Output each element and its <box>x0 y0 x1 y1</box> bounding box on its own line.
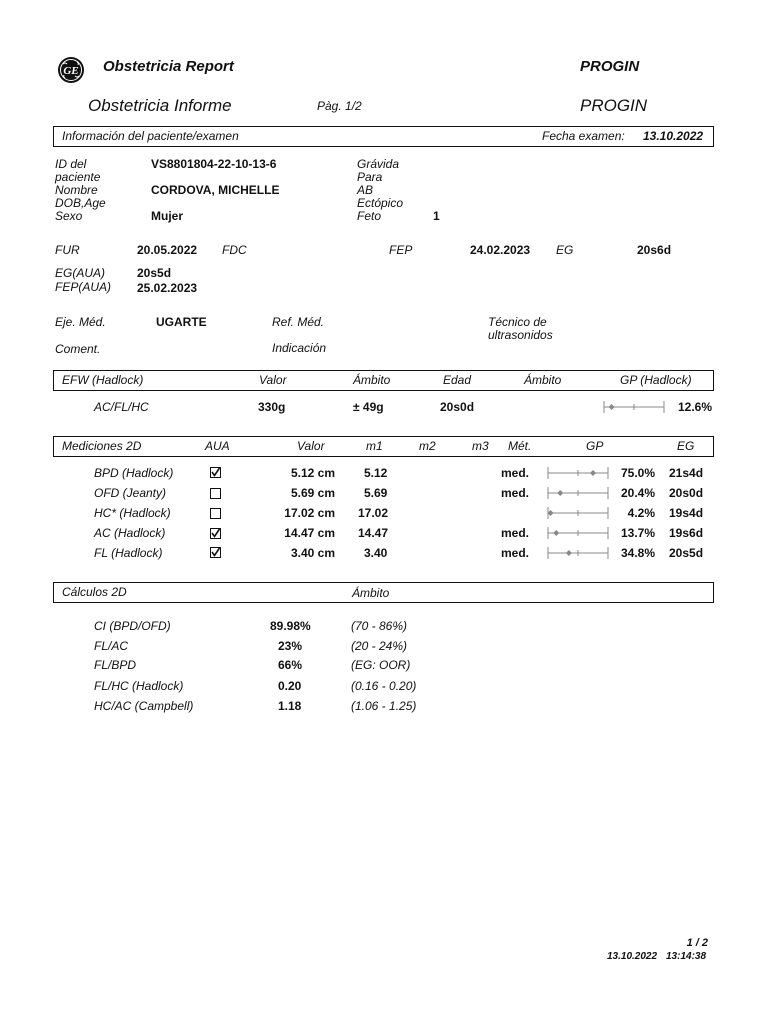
ref-label: Ref. Méd. <box>272 315 325 329</box>
gp-marker <box>557 490 563 496</box>
med-row-valor: 3.40 cm <box>290 546 335 560</box>
calc-row-range: (1.06 - 1.25) <box>351 699 417 713</box>
calc-row-value: 23% <box>278 639 303 653</box>
med-row-eg: 20s0d <box>669 486 704 500</box>
eg-label: EG <box>556 243 574 257</box>
fep-label: FEP <box>389 243 413 257</box>
gp-scale <box>546 545 610 561</box>
aua-checkbox <box>210 528 221 539</box>
fdc-label: FDC <box>222 243 247 257</box>
med-row-m1: 17.02 <box>358 506 389 520</box>
aua-checkbox <box>210 547 221 558</box>
dob-label: DOB,Age <box>55 196 106 210</box>
page-indicator: Pàg. 1/2 <box>317 99 362 113</box>
sex-label: Sexo <box>55 209 83 223</box>
gravida-label: Grávida <box>357 157 400 171</box>
eje-label: Eje. Méd. <box>55 315 106 329</box>
eg-aua-value: 20s5d <box>137 266 172 280</box>
fur-value: 20.05.2022 <box>137 243 198 257</box>
med-row-eg: 20s5d <box>669 546 704 560</box>
id-value: VS8801804-22-10-13-6 <box>151 157 277 171</box>
med-row-gp: 75.0% <box>620 466 655 480</box>
ab-label: AB <box>357 183 374 197</box>
para-label: Para <box>357 170 383 184</box>
med-row-label: OFD (Jeanty) <box>94 486 167 500</box>
med-row-valor: 14.47 cm <box>284 526 335 540</box>
ge-logo <box>57 56 85 84</box>
med-row-met: med. <box>501 486 530 500</box>
efw-row-label: AC/FL/HC <box>94 400 149 414</box>
med-col-eg: EG <box>677 439 695 453</box>
exam-date-label: Fecha examen: <box>542 129 625 143</box>
calc-row-range: (70 - 86%) <box>351 619 408 633</box>
calc-row-label: FL/AC <box>94 639 129 653</box>
med-row-valor: 5.12 cm <box>290 466 335 480</box>
med-row-gp: 20.4% <box>620 486 655 500</box>
footer-time: 13:14:38 <box>666 951 707 962</box>
med-row-gp: 4.2% <box>627 506 655 520</box>
exam-section-label: Información del paciente/examen <box>62 129 239 143</box>
gp-scale <box>546 525 610 541</box>
calc-row-value: 89.98% <box>270 619 311 633</box>
calc-row-label: FL/HC (Hadlock) <box>94 679 184 693</box>
page-title: Obstetricia Informe <box>88 96 232 115</box>
med-col-aua: AUA <box>205 439 230 453</box>
med-row-gp: 34.8% <box>620 546 655 560</box>
med-row-eg: 19s4d <box>669 506 704 520</box>
checkmark-icon <box>210 547 221 558</box>
efw-col-ambito2: Ámbito <box>524 373 562 387</box>
gp-marker <box>553 530 559 536</box>
med-row-met: med. <box>501 546 530 560</box>
med-col-valor: Valor <box>297 439 325 453</box>
med-row-eg: 21s4d <box>669 466 704 480</box>
report-title: Obstetricia Report <box>103 58 234 75</box>
calc-row-label: FL/BPD <box>94 658 137 672</box>
med-col-m2: m2 <box>419 439 436 453</box>
coment-label: Coment. <box>55 342 101 356</box>
tech-label-2: ultrasonidos <box>488 328 553 342</box>
fur-label: FUR <box>55 243 80 257</box>
ectopic-label: Ectópico <box>357 196 404 210</box>
efw-row-valor: 330g <box>258 400 286 414</box>
eg-value: 20s6d <box>637 243 672 257</box>
id-label-2: paciente <box>55 170 101 184</box>
calc-col-ambito: Ámbito <box>352 586 390 600</box>
brand: PROGIN <box>580 96 648 115</box>
calc-row-range: (0.16 - 0.20) <box>351 679 417 693</box>
med-col-m3: m3 <box>472 439 489 453</box>
efw-row-edad: 20s0d <box>440 400 475 414</box>
efw-section-label: EFW (Hadlock) <box>62 373 144 387</box>
med-row-valor: 5.69 cm <box>290 486 335 500</box>
med-row-m1: 3.40 <box>364 546 388 560</box>
efw-gp-scale <box>602 399 666 415</box>
fetus-value: 1 <box>433 209 440 223</box>
efw-col-gp: GP (Hadlock) <box>620 373 692 387</box>
aua-checkbox <box>210 488 221 499</box>
name-value: CORDOVA, MICHELLE <box>151 183 280 197</box>
med-row-m1: 5.12 <box>364 466 388 480</box>
gp-marker <box>590 470 596 476</box>
med-row-m1: 14.47 <box>358 526 389 540</box>
svg-text:GE: GE <box>63 65 79 77</box>
med-row-label: FL (Hadlock) <box>94 546 163 560</box>
med-section-label: Mediciones 2D <box>62 439 142 453</box>
med-row-label: HC* (Hadlock) <box>94 506 171 520</box>
aua-checkbox <box>210 508 221 519</box>
efw-row-gp: 12.6% <box>678 400 713 414</box>
name-label: Nombre <box>55 183 98 197</box>
fep-value: 24.02.2023 <box>470 243 531 257</box>
med-row-label: AC (Hadlock) <box>94 526 166 540</box>
calc-section-label: Cálculos 2D <box>62 585 127 599</box>
gp-scale <box>546 505 610 521</box>
med-row-label: BPD (Hadlock) <box>94 466 174 480</box>
eg-aua-label: EG(AUA) <box>55 266 106 280</box>
aua-checkbox <box>210 467 221 478</box>
ge-logo-icon <box>57 56 85 84</box>
med-row-valor: 17.02 cm <box>284 506 335 520</box>
gp-scale <box>546 485 610 501</box>
exam-date-value: 13.10.2022 <box>643 129 704 143</box>
footer-page: 1 / 2 <box>686 937 708 949</box>
med-row-met: med. <box>501 466 530 480</box>
report-brand: PROGIN <box>580 58 640 75</box>
calc-row-label: HC/AC (Campbell) <box>94 699 194 713</box>
med-row-eg: 19s6d <box>669 526 704 540</box>
tech-label: Técnico de <box>488 315 547 329</box>
med-row-m1: 5.69 <box>364 486 388 500</box>
calc-row-range: (20 - 24%) <box>351 639 408 653</box>
checkmark-icon <box>210 528 221 539</box>
calc-row-value: 0.20 <box>278 679 302 693</box>
calc-row-label: CI (BPD/OFD) <box>94 619 171 633</box>
sex-value: Mujer <box>151 209 184 223</box>
efw-col-valor: Valor <box>259 373 287 387</box>
id-label: ID del <box>55 157 87 171</box>
calc-row-value: 66% <box>278 658 303 672</box>
fep-aua-label: FEP(AUA) <box>55 280 112 294</box>
gp-marker <box>566 550 572 556</box>
checkmark-icon <box>210 467 221 478</box>
med-col-met: Mét. <box>508 439 532 453</box>
med-col-m1: m1 <box>366 439 383 453</box>
gp-scale <box>546 465 610 481</box>
fep-aua-value: 25.02.2023 <box>137 281 198 295</box>
footer-date: 13.10.2022 <box>607 951 658 962</box>
efw-gp-marker <box>609 404 615 410</box>
efw-col-edad: Edad <box>443 373 472 387</box>
efw-row-ambito: ± 49g <box>353 400 384 414</box>
calc-row-range: (EG: OOR) <box>351 658 411 672</box>
calc-row-value: 1.18 <box>278 699 302 713</box>
mediciones-header <box>53 436 714 457</box>
fetus-label: Feto <box>357 209 382 223</box>
indic-label: Indicación <box>272 341 327 355</box>
med-row-met: med. <box>501 526 530 540</box>
med-row-gp: 13.7% <box>620 526 655 540</box>
eje-value: UGARTE <box>156 315 207 329</box>
med-col-gp: GP <box>586 439 604 453</box>
efw-col-ambito: Ámbito <box>353 373 391 387</box>
